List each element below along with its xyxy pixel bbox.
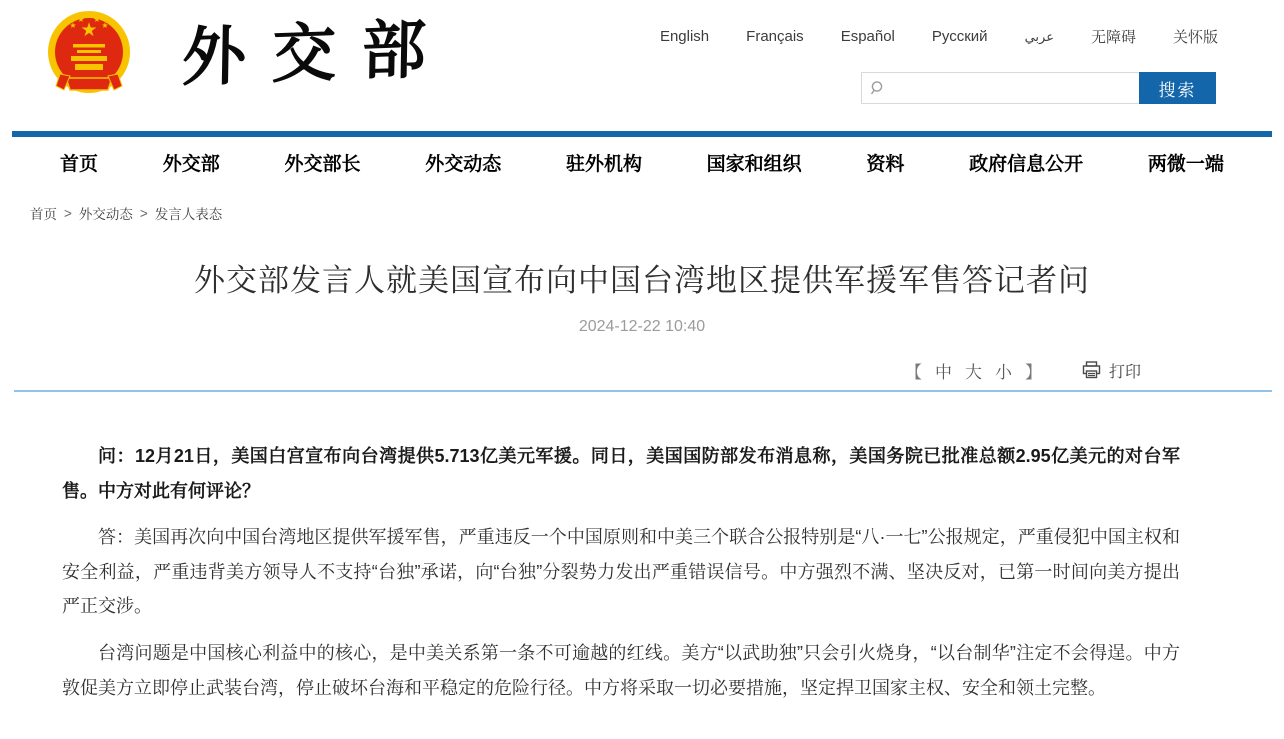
nav-item-missions[interactable]: 驻外机构: [565, 153, 642, 175]
print-button[interactable]: [1082, 359, 1141, 382]
page-title: 外交部发言人就美国宣布向中国台湾地区提供军援军售答记者问: [194, 263, 1090, 298]
bracket-close: 】: [1024, 362, 1042, 382]
site-header: [0, 0, 1284, 131]
language-bar: [660, 26, 1218, 47]
search-bar: [861, 72, 1216, 104]
paragraph-answer-2: 台湾问题是中国核心利益中的核心，是中美关系第一条不可逾越的红线。美方“以武助独”只会引火烧身，“以台制华”注定不会得逞。中方敦促美方立即停止武装台湾，停止破坏台海和平稳定的危险行径。中方将采取一切必要措施，坚定捍卫国家主权、安全和领土完整。: [62, 642, 1180, 698]
breadcrumb-separator: >: [139, 205, 148, 221]
nav-item-minister[interactable]: 外交部长: [284, 153, 361, 175]
lang-arabic[interactable]: عربي: [1024, 28, 1054, 44]
accessibility-link[interactable]: 无障碍: [1090, 29, 1136, 46]
search-icon: [870, 80, 886, 96]
bracket-open: 【: [904, 362, 922, 382]
breadcrumb-activities[interactable]: 外交动态: [78, 207, 133, 222]
svg-text:★: ★: [80, 20, 98, 41]
search-input[interactable]: [894, 75, 1128, 101]
breadcrumb: [30, 203, 1284, 223]
national-emblem-icon: [46, 8, 132, 100]
nav-item-gov-info[interactable]: 政府信息公开: [969, 153, 1084, 175]
breadcrumb-home[interactable]: 首页: [30, 207, 57, 222]
nav-item-ministry[interactable]: 外交部: [162, 153, 220, 175]
print-label: 打印: [1108, 363, 1141, 381]
printer-icon: [1082, 361, 1101, 379]
article-toolbar: [0, 359, 1284, 381]
care-version-link[interactable]: 关怀版: [1172, 29, 1218, 46]
article-date: 2024-12-22 10:40: [578, 318, 706, 335]
paragraph-answer-1: 答：美国再次向中国台湾地区提供军援军售，严重违反一个中国原则和中美三个联合公报特别是“八·一七”公报规定，严重侵犯中国主权和安全利益，严重违背美方领导人不支持“台独”承诺，向“台独”分裂势力发出严重错误信号。中方强烈不满、坚决反对，已第一时间向美方提出严正交涉。: [62, 527, 1180, 617]
nav-item-social[interactable]: 两微一端: [1147, 153, 1224, 175]
font-size-medium-button[interactable]: 中: [934, 362, 952, 382]
lang-spanish[interactable]: Español: [840, 28, 895, 45]
svg-text:★: ★: [101, 21, 109, 30]
svg-text:★: ★: [77, 15, 85, 24]
font-size-small-button[interactable]: 小: [994, 362, 1012, 382]
nav-item-resources[interactable]: 资料: [866, 153, 905, 175]
lang-english[interactable]: English: [659, 28, 710, 45]
breadcrumb-current[interactable]: 发言人表态: [154, 207, 223, 222]
paragraph-question: 问：12月21日，美国白宫宣布向台湾提供5.713亿美元军援。同日，美国国防部发布消息称，美国务院已批准总额2.95亿美元的对台军售。中方对此有何评论？: [62, 446, 1180, 501]
search-button[interactable]: 搜索: [1139, 72, 1216, 104]
font-size-control: [905, 358, 1042, 383]
lang-russian[interactable]: Русский: [931, 28, 988, 45]
breadcrumb-separator: >: [64, 205, 72, 221]
primary-nav: [12, 131, 1272, 187]
nav-item-home[interactable]: 首页: [60, 153, 99, 175]
font-size-large-button[interactable]: 大: [964, 362, 982, 382]
search-box: [861, 72, 1139, 104]
lang-french[interactable]: Français: [746, 28, 804, 45]
article: [0, 261, 1284, 705]
svg-text:★: ★: [69, 21, 77, 30]
article-body: [0, 392, 1284, 705]
site-brand-calligraphy: 外交部: [181, 11, 453, 96]
site-logo[interactable]: [46, 8, 452, 100]
nav-item-activities[interactable]: 外交动态: [425, 153, 502, 175]
nav-item-countries[interactable]: 国家和组织: [706, 153, 802, 175]
svg-text:★: ★: [93, 15, 101, 24]
